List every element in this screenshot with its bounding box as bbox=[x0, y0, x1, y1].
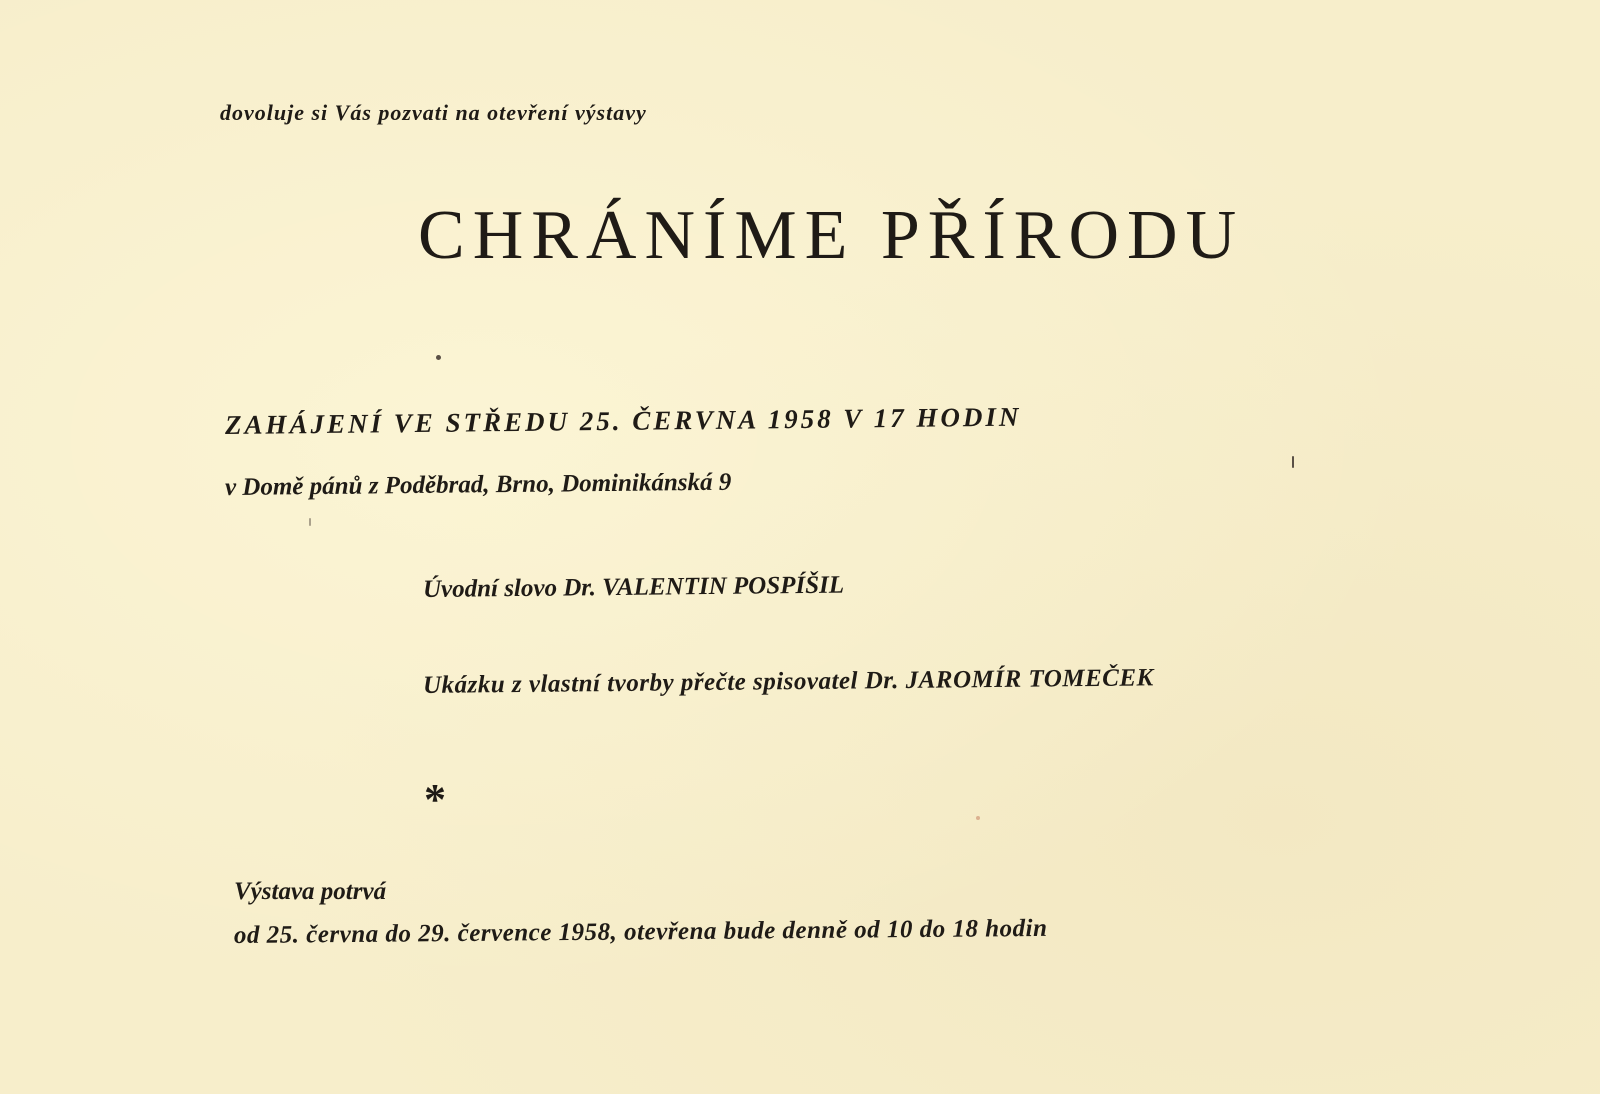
exhibition-title: CHRÁNÍME PŘÍRODU bbox=[418, 197, 1245, 274]
duration-details: od 25. června do 29. července 1958, otevřena bude denně od 10 do 18 hodin bbox=[233, 914, 1048, 949]
intro-speech: Úvodní slovo Dr. VALENTIN POSPÍŠIL bbox=[422, 571, 845, 603]
intro-text: dovoluje si Vás pozvati na otevření výstavy bbox=[220, 100, 647, 125]
paper-speck bbox=[309, 518, 311, 526]
reading-note: Ukázku z vlastní tvorby přečte spisovatel Dr. JAROMÍR TOMEČEK bbox=[422, 664, 1154, 699]
paper-speck bbox=[976, 816, 980, 820]
duration-label: Výstava potrvá bbox=[234, 878, 387, 905]
venue-address: v Domě pánů z Poděbrad, Brno, Dominikánská 9 bbox=[224, 468, 732, 501]
asterisk-separator: * bbox=[424, 775, 446, 824]
paper-speck bbox=[436, 355, 441, 360]
opening-date: ZAHÁJENÍ VE STŘEDU 25. ČERVNA 1958 V 17 HODIN bbox=[224, 401, 1022, 440]
paper-speck bbox=[1292, 456, 1294, 468]
